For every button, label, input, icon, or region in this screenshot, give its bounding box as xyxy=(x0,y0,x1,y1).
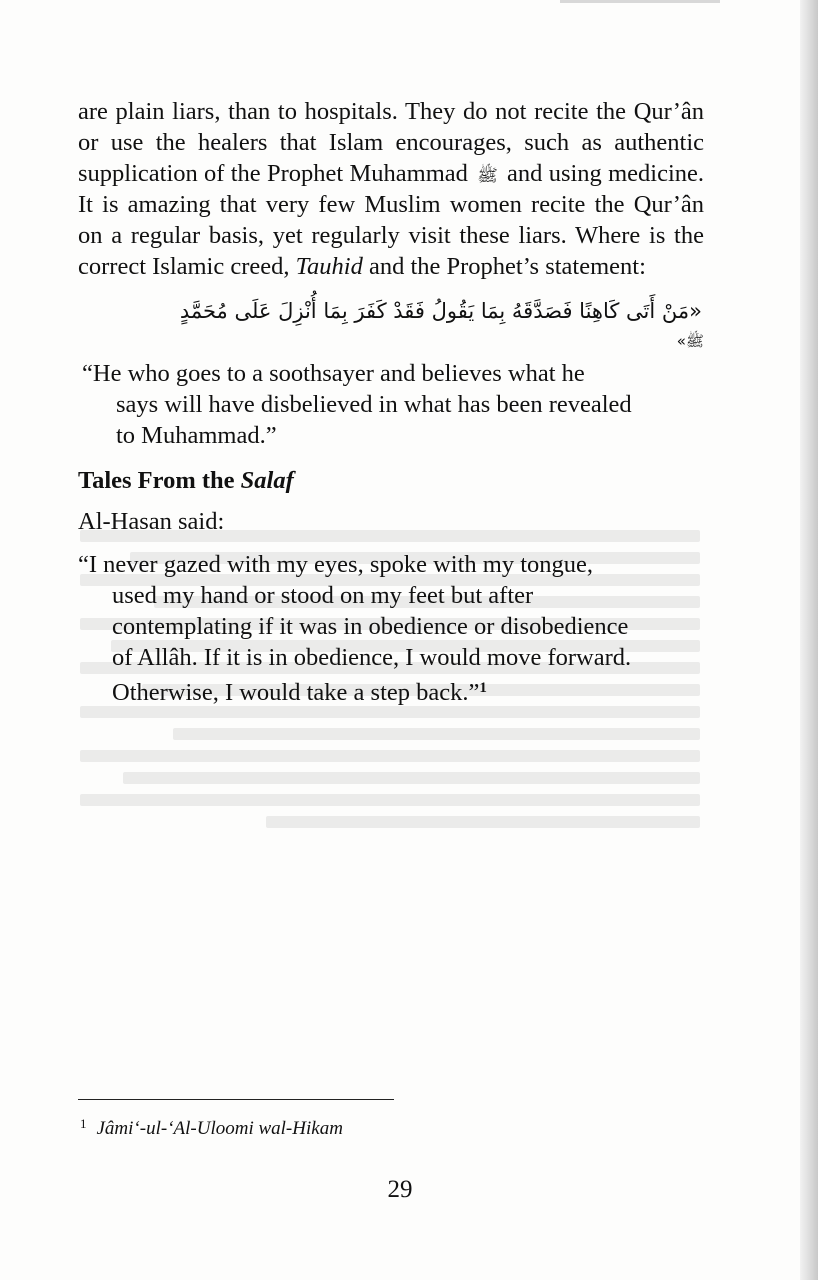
arabic-hadith-end: ﷺ» xyxy=(676,332,704,350)
quote-line: contemplating if it was in obedience or disobedience xyxy=(112,613,629,640)
translation-line: says will have disbelieved in what has been revealed xyxy=(116,391,632,418)
quote-line: Otherwise, I would take a step back.” xyxy=(112,679,480,706)
translation-line: to Muhammad.” xyxy=(116,422,277,449)
quote-line: of Allâh. If it is in obedience, I would move forward. xyxy=(112,644,632,671)
section-heading xyxy=(78,465,704,496)
footnote xyxy=(80,1112,343,1141)
page-body xyxy=(78,96,704,708)
top-edge-shadow xyxy=(560,0,720,3)
section-heading-text: Tales From the xyxy=(78,467,235,494)
quote-line: used my hand or stood on my feet but after xyxy=(112,582,534,609)
quote-line: “I never gazed with my eyes, spoke with my tongue, xyxy=(78,551,594,578)
hasan-quote xyxy=(78,549,704,708)
page-binding-edge xyxy=(800,0,818,1280)
salutation-glyph: ﷺ xyxy=(477,165,498,185)
tauhid-term: Tauhid xyxy=(295,253,363,280)
arabic-hadith: «مَنْ أَتَى كَاهِنًا فَصَدَّقَهُ بِمَا يَقُولُ فَقَدْ كَفَرَ بِمَا أُنْزِلَ عَلَى مُحَمَّدٍ xyxy=(179,299,702,323)
footnote-number: 1 xyxy=(80,1116,87,1131)
paragraph-text-3: and the Prophet’s statement: xyxy=(368,253,646,280)
footnote-divider xyxy=(78,1099,394,1100)
paragraph-body xyxy=(78,96,704,282)
hadith-translation xyxy=(78,358,704,451)
paragraph-text-2: and using medicine. It is amazing that very few Muslim women recite the Qur’ân on a regular basis, yet regularly visit these liars. Where is the correct Islamic creed, xyxy=(78,160,705,280)
paragraph-text-1: are plain liars, than to hospitals. They do not recite the Qur’ân or use the healers that Islam encourages, such as authentic supplication of the Prophet Muhammad xyxy=(78,98,704,187)
footnote-text: Jâmi‘-ul-‘Al-Uloomi wal-Hikam xyxy=(96,1118,343,1139)
speaker-line: Al-Hasan said: xyxy=(78,508,225,535)
translation-line: “He who goes to a soothsayer and believes what he xyxy=(82,360,585,387)
page-number: 29 xyxy=(387,1176,413,1203)
footnote-reference[interactable]: 1 xyxy=(479,680,487,696)
section-heading-italic: Salaf xyxy=(240,467,294,494)
